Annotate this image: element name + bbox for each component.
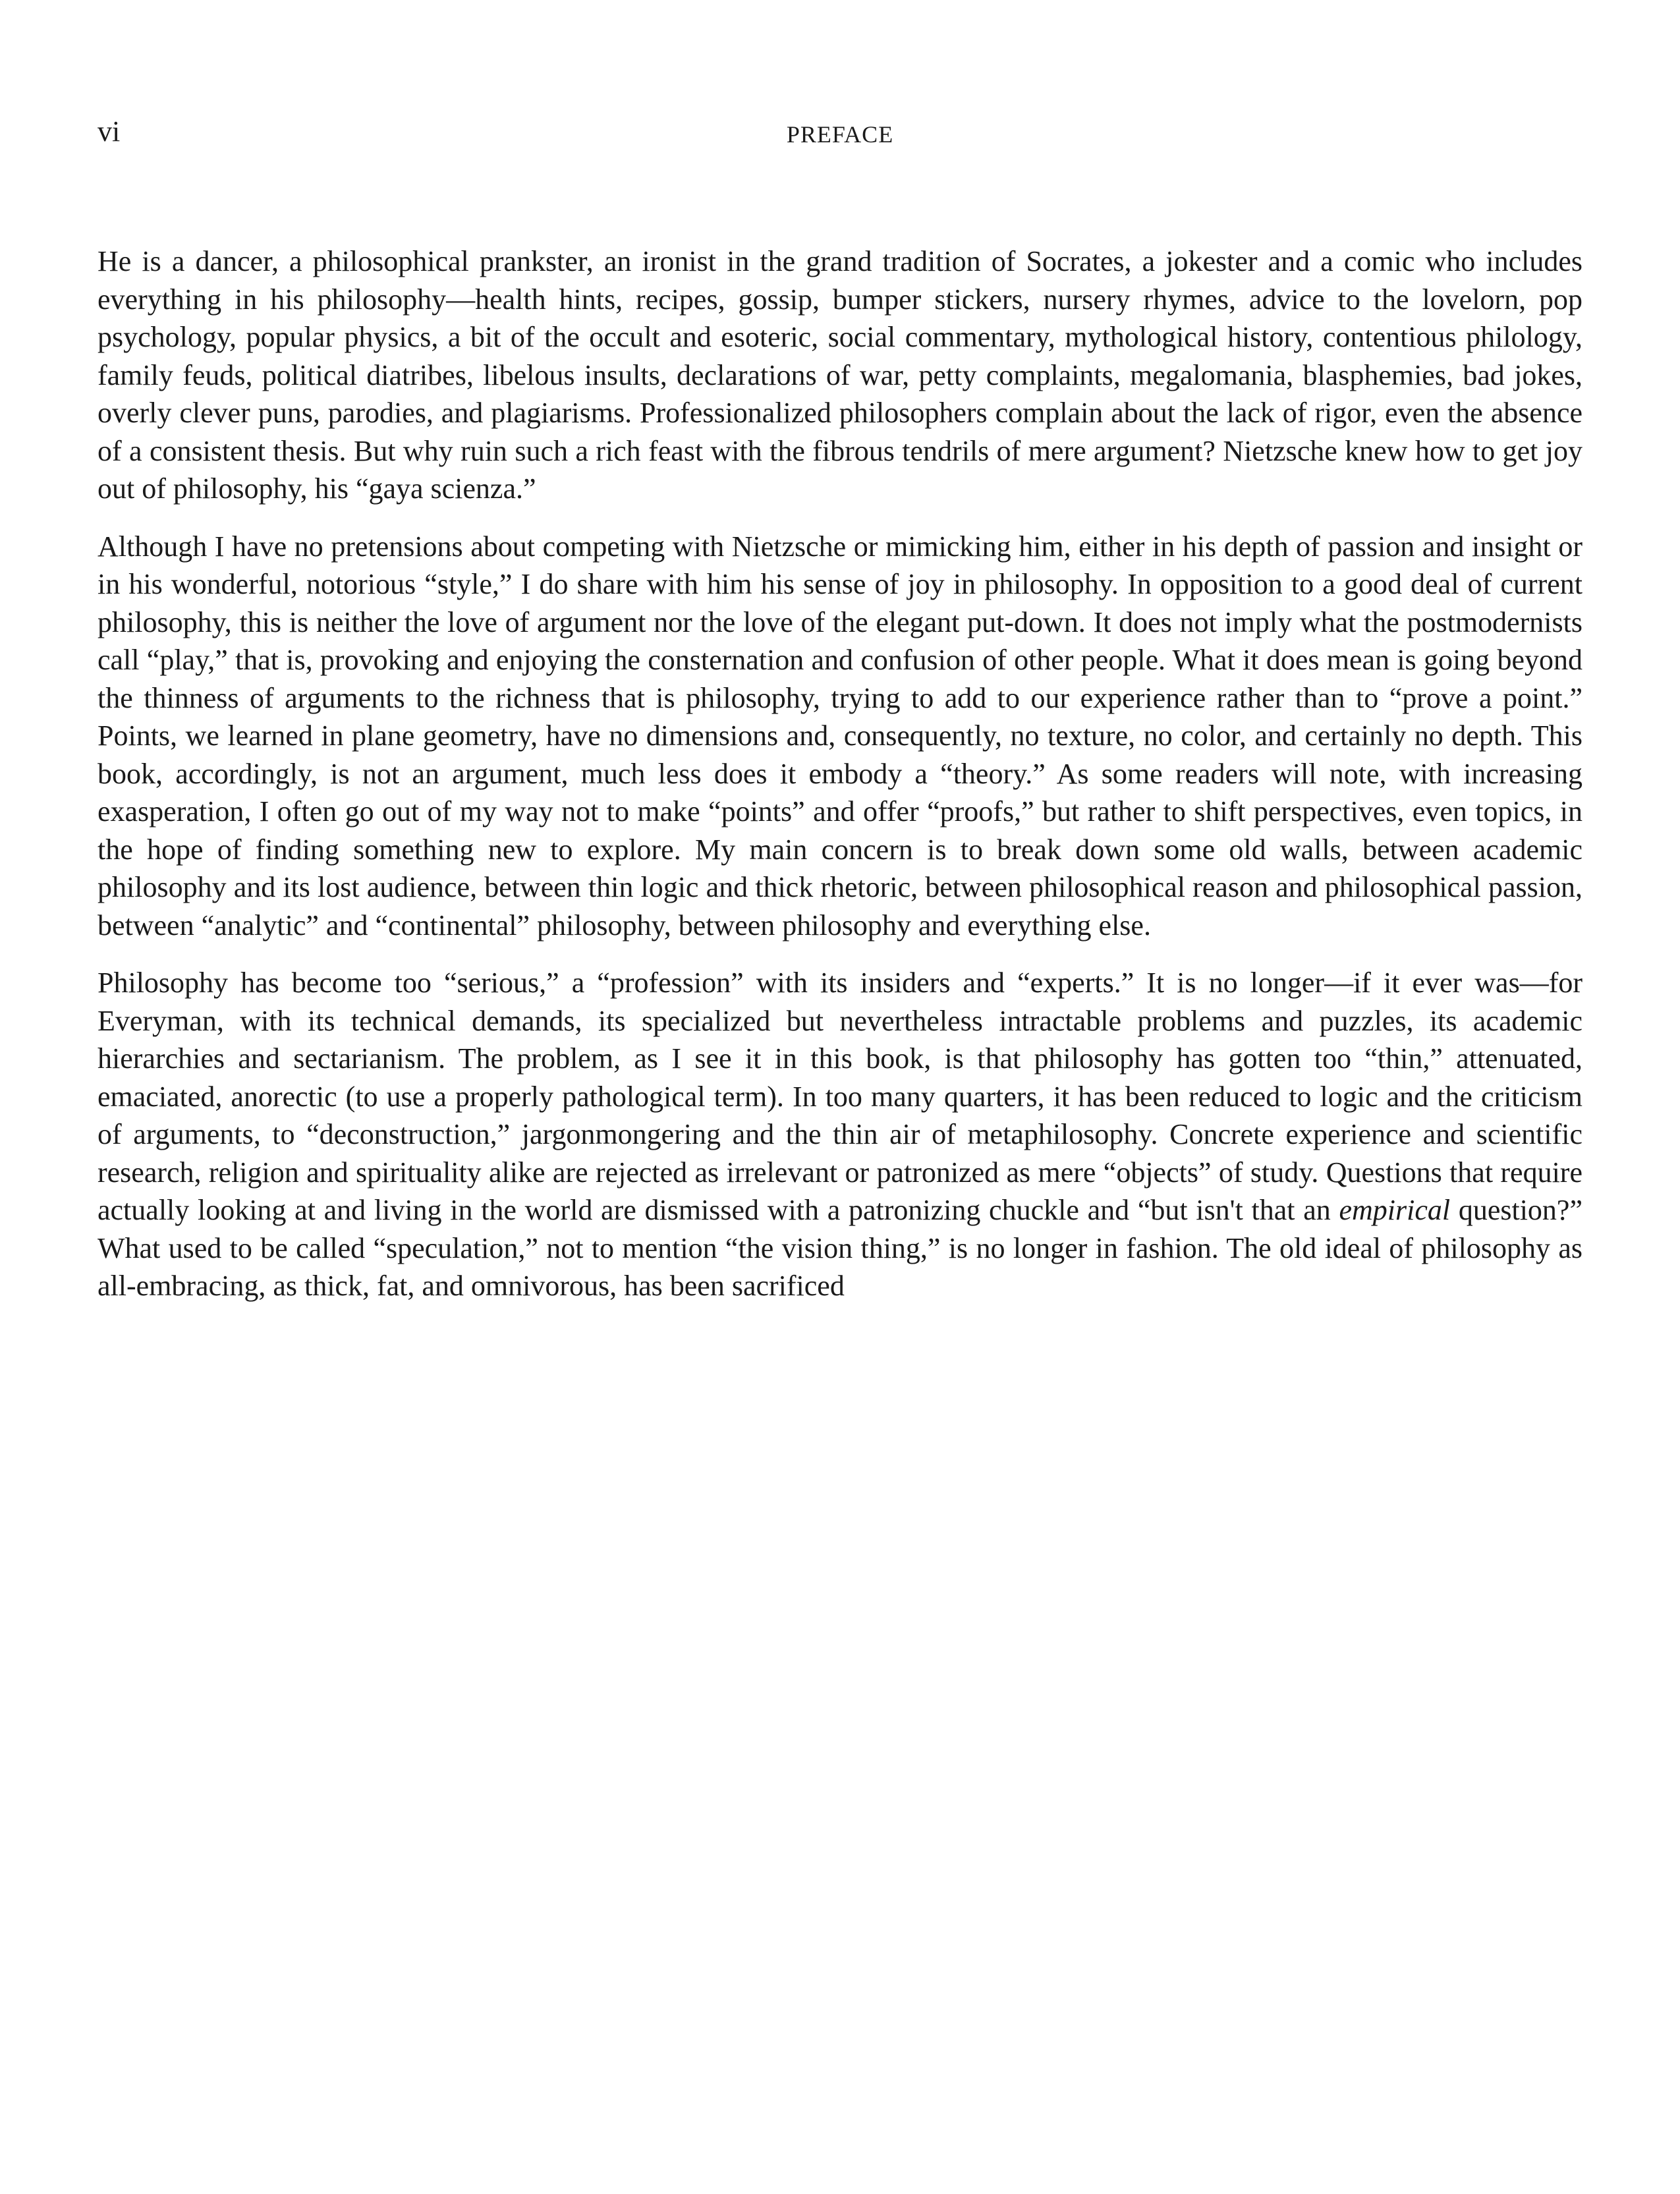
body-text xyxy=(98,242,1582,1325)
running-head: PREFACE xyxy=(786,121,894,148)
paragraph-3-text-after: question?” What used to be called “speculation,” not to mention “the vision thing,” is no longer in fashion. The old ideal of philosophy as all-embracing, as thick, fat, and omnivorous, has been sacrificed xyxy=(98,1194,1582,1302)
paragraph-2: Although I have no pretensions about competing with Nietzsche or mimicking him, either in his depth of passion and insight or in his wonderful, notorious “style,” I do share with him his sense of joy in philosophy. In opposition to a good deal of current philosophy, this is neither the love of argument nor the love of the elegant put-down. It does not imply what the postmodernists call “play,” that is, provoking and enjoying the consternation and confusion of other people. What it does mean is going beyond the thinness of arguments to the richness that is philosophy, trying to add to our experience rather than to “prove a point.” Points, we learned in plane geometry, have no dimensions and, consequently, no texture, no color, and certainly no depth. This book, accordingly, is not an argument, much less does it embody a “theory.” As some readers will note, with increasing exasperation, I often go out of my way not to make “points” and offer “proofs,” but rather to shift perspectives, even topics, in the hope of finding something new to explore. My main concern is to break down some old walls, between academic philosophy and its lost audience, between thin logic and thick rhetoric, between philosophical reason and philosophical passion, between “analytic” and “continental” philosophy, between philosophy and everything else. xyxy=(98,530,1582,942)
paragraph-3-text-before: Philosophy has become too “serious,” a “profession” with its insiders and “experts.” It is no longer—if it ever was—for Everyman, with its technical demands, its specialized but nevertheless intractable problems and puzzles, its academic hierarchies and sectarianism. The problem, as I see it in this book, is that philosophy has gotten too “thin,” attenuated, emaciated, anorectic (to use a properly pathological term). In too many quarters, it has been reduced to logic and the criticism of arguments, to “deconstruction,” jargonmongering and the thin air of metaphilosophy. Concrete experience and scientific research, religion and spirituality alike are rejected as irrelevant or patronized as mere “objects” of study. Questions that require actually looking at and living in the world are dismissed with a patronizing chuckle and “but isn't that an xyxy=(98,967,1582,1226)
paragraph-1: He is a dancer, a philosophical prankster, an ironist in the grand tradition of Socrates, a jokester and a comic who includes everything in his philosophy—health hints, recipes, gossip, bumper stickers, nursery rhymes, advice to the lovelorn, pop psychology, popular physics, a bit of the occult and esoteric, social commentary, mythological history, contentious philology, family feuds, political diatribes, libelous insults, declarations of war, petty complaints, megalomania, blasphemies, bad jokes, overly clever puns, parodies, and plagiarisms. Professionalized philosophers complain about the lack of rigor, even the absence of a consistent thesis. But why ruin such a rich feast with the fibrous tendrils of mere argument? Nietzsche knew how to get joy out of philosophy, his “gaya scienza.” xyxy=(98,245,1582,505)
page-number: vi xyxy=(98,115,121,148)
paragraph-3 xyxy=(98,964,1582,1305)
emphasis-empirical: empirical xyxy=(1339,1194,1451,1226)
